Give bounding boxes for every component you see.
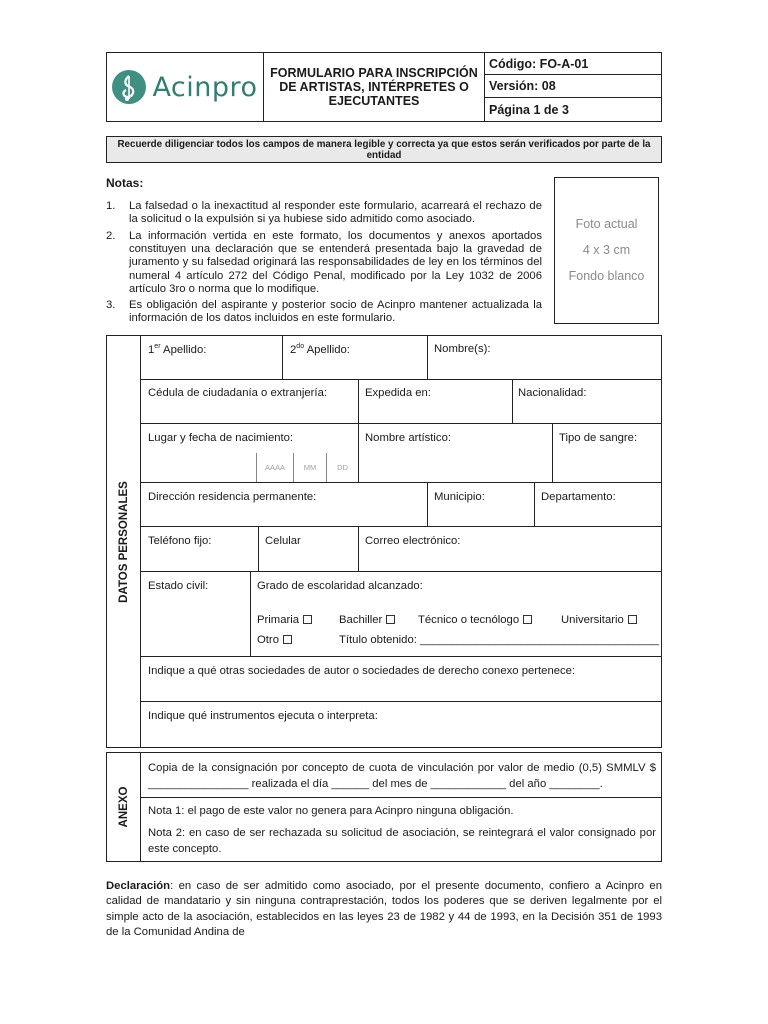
- artistic-name-field[interactable]: Nombre artístico:: [365, 432, 452, 444]
- first-surname-field[interactable]: 1er Apellido:: [148, 343, 207, 356]
- section-label: ANEXO: [117, 786, 130, 828]
- col-divider: [358, 379, 359, 423]
- address-field[interactable]: Dirección residencia permanente:: [148, 491, 317, 503]
- anexo-note-1: Nota 1: el pago de este valor no genera para Acinpro ninguna obligación.: [148, 805, 514, 817]
- note-number: 3.: [106, 299, 116, 311]
- education-primaria-option[interactable]: Primaria: [257, 614, 312, 626]
- title-obtained-field[interactable]: Título obtenido: ______________________________________: [339, 634, 659, 646]
- instruments-field[interactable]: Indique qué instrumentos ejecuta o interpreta:: [148, 710, 378, 722]
- col-divider: [512, 379, 513, 423]
- blood-type-field[interactable]: Tipo de sangre:: [559, 432, 638, 444]
- second-surname-field[interactable]: $2^{do}$ Apellido:: [290, 343, 350, 356]
- declaration-body: : en caso de ser admitido como asociado, por el presente documento, confiero a Acinpro en calidad de mandatario y sin ninguna contraprestación, todos los poderes que se deriven legalmente por el simple acto de la asociación, establecidos en las leyes 23 de 1982 y 44 de 1993, en la Decisión 351 de 1993 de la Comunidad Andina de: [106, 880, 662, 938]
- civil-status-field[interactable]: Estado civil:: [148, 580, 209, 592]
- row-divider: [141, 423, 661, 424]
- email-field[interactable]: Correo electrónico:: [365, 535, 461, 547]
- department-field[interactable]: Departamento:: [541, 491, 616, 503]
- anexo-side-label: [107, 753, 141, 861]
- acinpro-logo-icon: [112, 70, 146, 104]
- education-tecnico-option[interactable]: Técnico o tecnólogo: [418, 614, 532, 626]
- row-divider: [141, 379, 661, 380]
- personal-data-section: [106, 335, 662, 748]
- col-divider: [258, 526, 259, 571]
- document-code-block: [485, 53, 661, 121]
- photo-placeholder[interactable]: [554, 177, 659, 324]
- row-divider: [141, 701, 661, 702]
- photo-line-1: Foto actual: [575, 217, 638, 231]
- names-field[interactable]: Nombre(s):: [434, 343, 491, 355]
- education-label: Grado de escolaridad alcanzado:: [257, 580, 423, 592]
- logo-cell: [107, 53, 264, 121]
- row-divider: [141, 526, 661, 527]
- page-number: Página 1 de 3: [489, 102, 569, 117]
- anexo-section: [106, 752, 662, 862]
- header-table: [106, 52, 662, 122]
- education-universitario-option[interactable]: Universitario: [561, 614, 637, 626]
- document-code: Código: FO-A-01: [485, 53, 661, 75]
- logo-text: Acinpro: [152, 71, 258, 103]
- checkbox-icon[interactable]: [628, 615, 637, 624]
- issued-in-field[interactable]: Expedida en:: [365, 387, 431, 399]
- anexo-note-2: Nota 2: en caso de ser rechazada su solicitud de asociación, se reintegrará el valor consignado por este concepto.: [148, 827, 656, 855]
- mobile-field[interactable]: Celular: [265, 535, 301, 547]
- row-divider: [141, 571, 661, 572]
- id-number-field[interactable]: Cédula de ciudadanía o extranjería:: [148, 387, 327, 399]
- row-divider: [141, 656, 661, 657]
- col-divider: [250, 571, 251, 656]
- col-divider: [534, 482, 535, 526]
- row-divider: [141, 482, 661, 483]
- section-label: DATOS PERSONALES: [117, 480, 130, 603]
- photo-line-2: 4 x 3 cm: [582, 243, 631, 257]
- photo-line-3: Fondo blanco: [568, 269, 645, 283]
- row-divider: [141, 797, 661, 798]
- personal-data-side-label: [107, 336, 141, 747]
- note-text: La información vertida en este formato, los documentos y anexos aportados constituyen una declaración que se entenderá presentada bajo la gravedad de juramento y su falsedad originará las responsabilidades de ley en los términos del numeral 4 artículo 272 del Código Penal, modificado por la Ley 1032 de 2006 artículo 3ro o norma que lo modifique.: [129, 230, 542, 295]
- date-year-field[interactable]: AAAA: [264, 463, 285, 472]
- col-divider: [552, 423, 553, 482]
- note-text: Es obligación del aspirante y posterior socio de Acinpro mantener actualizada la información de los datos incluidos en este formulario.: [129, 299, 542, 325]
- birth-place-date-field[interactable]: Lugar y fecha de nacimiento:: [148, 432, 294, 444]
- note-text: La falsedad o la inexactitud al responder este formulario, acarreará el rechazo de la solicitud o la expulsión si ya hubiese sido admitido como asociado.: [129, 200, 542, 226]
- education-otro-option[interactable]: Otro: [257, 634, 292, 646]
- education-bachiller-option[interactable]: Bachiller: [339, 614, 395, 626]
- col-divider: [427, 336, 428, 379]
- checkbox-icon[interactable]: [283, 635, 292, 644]
- form-title: FORMULARIO PARA INSCRIPCIÓN DE ARTISTAS, INTÉRPRETES O EJECUTANTES: [264, 53, 485, 121]
- phone-field[interactable]: Teléfono fijo:: [148, 535, 212, 547]
- document-version: Versión: 08: [485, 75, 661, 98]
- note-number: 1.: [106, 200, 116, 212]
- municipality-field[interactable]: Municipio:: [434, 491, 485, 503]
- declaration-text: [106, 879, 662, 940]
- nationality-field[interactable]: Nacionalidad:: [518, 387, 587, 399]
- date-day-field[interactable]: DD: [337, 463, 348, 472]
- notes-title: Notas:: [106, 176, 144, 190]
- reminder-banner: Recuerde diligenciar todos los campos de manera legible y correcta ya que estos serán verificados por parte de la entidad: [106, 136, 662, 163]
- declaration-label: Declaración: [106, 880, 171, 892]
- col-divider: [358, 423, 359, 482]
- checkbox-icon[interactable]: [523, 615, 532, 624]
- col-divider: [427, 482, 428, 526]
- col-divider: [358, 526, 359, 571]
- payment-copy-text[interactable]: Copia de la consignación por concepto de cuota de vinculación por valor de medio (0,5) SMMLV $ ________________ realizada el día ______ del mes de ____________ del año ________.: [148, 762, 656, 790]
- col-divider: [282, 336, 283, 379]
- date-month-field[interactable]: MM: [303, 463, 317, 472]
- note-item: [106, 299, 542, 325]
- note-item: [106, 200, 542, 226]
- checkbox-icon[interactable]: [303, 615, 312, 624]
- note-item: [106, 230, 542, 296]
- other-societies-field[interactable]: Indique a qué otras sociedades de autor o sociedades de derecho conexo pertenece:: [148, 665, 576, 677]
- checkbox-icon[interactable]: [386, 615, 395, 624]
- note-number: 2.: [106, 230, 116, 242]
